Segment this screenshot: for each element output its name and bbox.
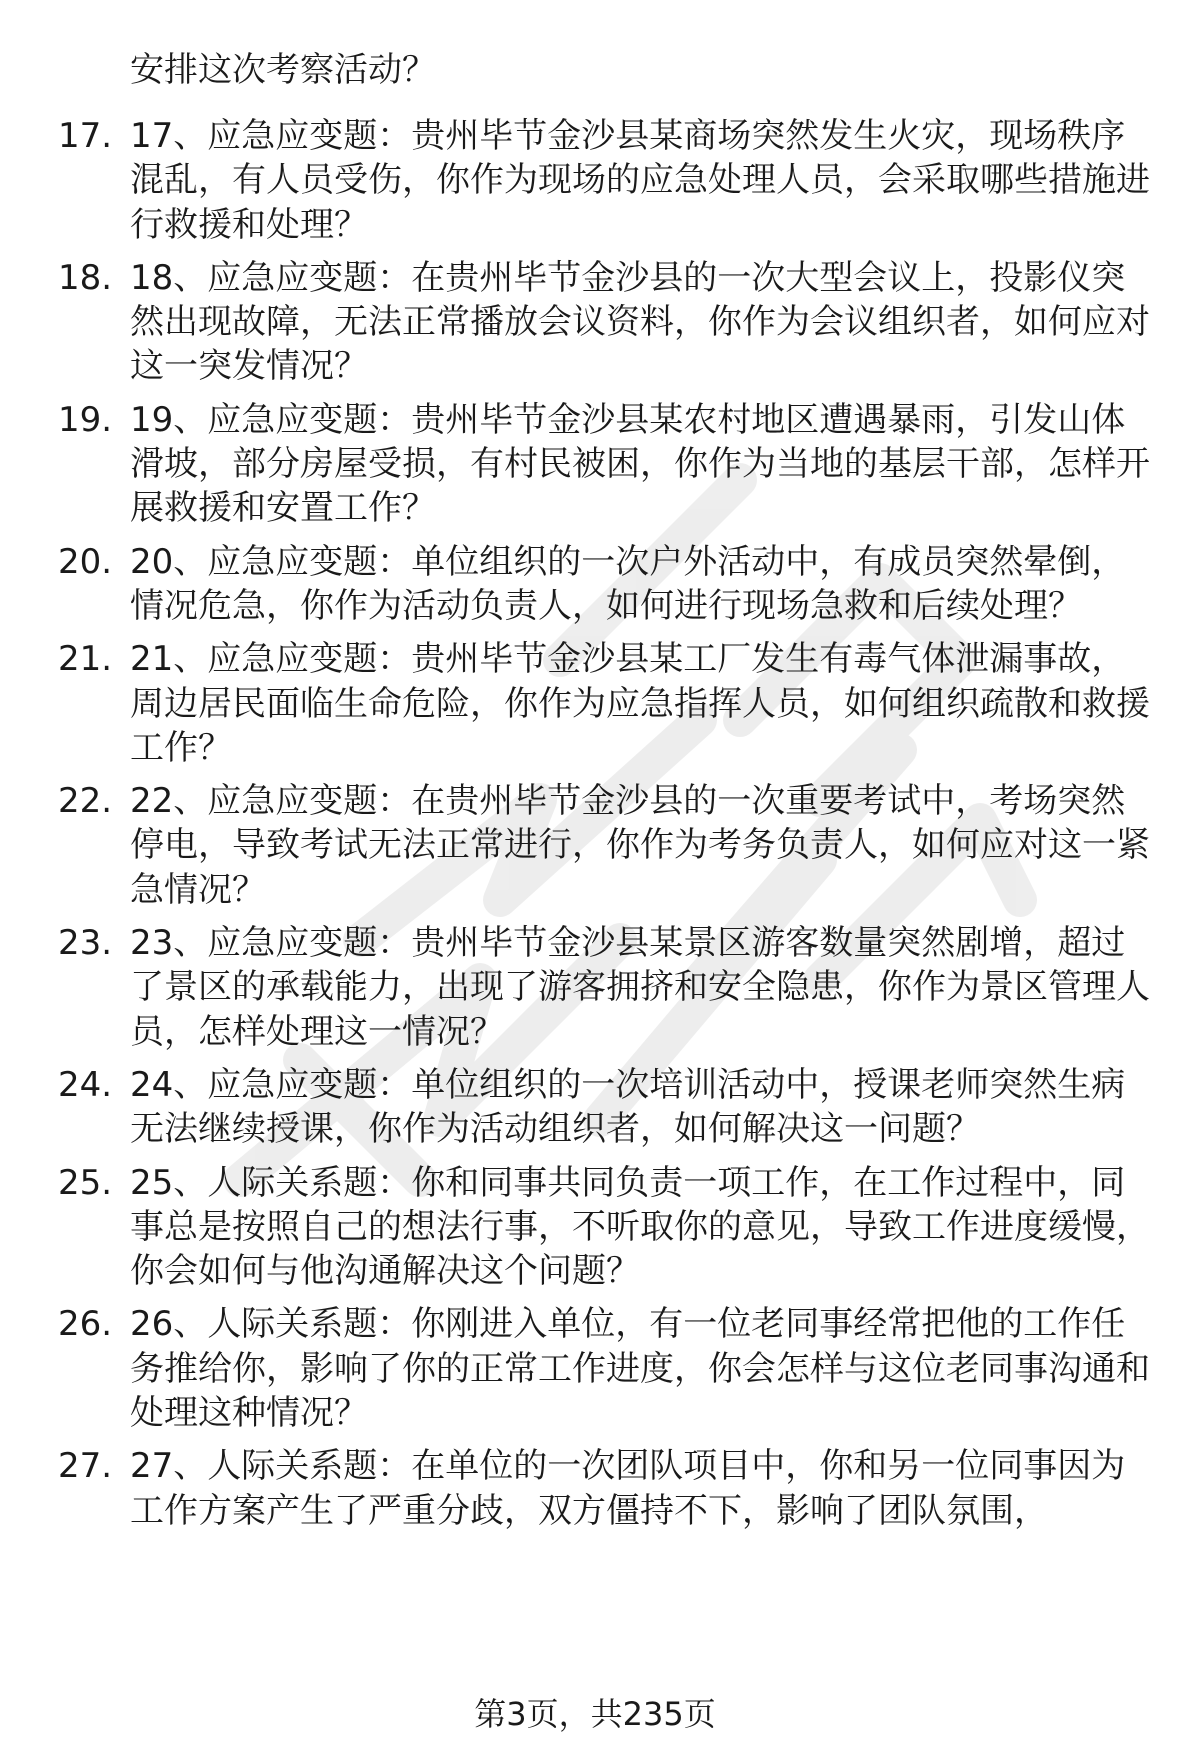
question-text: 18、应急应变题：在贵州毕节金沙县的一次大型会议上，投影仪突然出现故障，无法正常播放会议资料，你作为会议组织者，如何应对这一突发情况？ — [130, 257, 1150, 387]
question-number: 25. — [58, 1162, 113, 1203]
question-number: 19. — [58, 399, 113, 440]
list-item — [0, 256, 1190, 389]
question-number: 26. — [58, 1304, 113, 1345]
list-item — [0, 398, 1190, 531]
question-number: 23. — [58, 923, 113, 964]
list-item — [0, 1063, 1190, 1152]
question-number: 17. — [58, 116, 113, 156]
previous-question-continuation: 安排这次考察活动？ — [130, 50, 436, 90]
question-text: 24、应急应变题：单位组织的一次培训活动中，授课老师突然生病无法继续授课，你作为活动组织者，如何解决这一问题？ — [130, 1064, 1126, 1150]
list-item — [0, 1302, 1190, 1435]
list-item — [0, 1161, 1190, 1294]
question-text: 21、应急应变题：贵州毕节金沙县某工厂发生有毒气体泄漏事故，周边居民面临生命危险，你作为应急指挥人员，如何组织疏散和救援工作？ — [130, 639, 1150, 768]
list-item — [0, 637, 1190, 770]
question-text: 20、应急应变题：单位组织的一次户外活动中，有成员突然晕倒，情况危急，你作为活动负责人，如何进行现场急救和后续处理？ — [130, 541, 1126, 626]
list-item — [0, 114, 1190, 247]
question-number: 20. — [58, 541, 113, 582]
question-list — [0, 114, 1190, 1542]
list-item — [0, 540, 1190, 629]
question-text: 22、应急应变题：在贵州毕节金沙县的一次重要考试中，考场突然停电，导致考试无法正常进行，你作为考务负责人，如何应对这一紧急情况？ — [130, 781, 1150, 910]
question-number: 27. — [58, 1446, 113, 1487]
page-footer: 第3页，共235页 — [474, 1695, 716, 1733]
question-text: 17、应急应变题：贵州毕节金沙县某商场突然发生火灾，现场秩序混乱，有人员受伤，你作为现场的应急处理人员，会采取哪些措施进行救援和处理？ — [130, 116, 1150, 245]
question-number: 24. — [58, 1064, 113, 1105]
list-item — [0, 779, 1190, 912]
question-number: 21. — [58, 639, 113, 680]
question-text: 19、应急应变题：贵州毕节金沙县某农村地区遭遇暴雨，引发山体滑坡，部分房屋受损，有村民被困，你作为当地的基层干部，怎样开展救援和安置工作？ — [130, 399, 1150, 529]
question-text: 23、应急应变题：贵州毕节金沙县某景区游客数量突然剧增，超过了景区的承载能力，出现了游客拥挤和安全隐患，你作为景区管理人员，怎样处理这一情况？ — [130, 923, 1150, 1052]
question-number: 18. — [58, 257, 113, 298]
list-item — [0, 921, 1190, 1054]
list-item — [0, 1444, 1190, 1533]
question-number: 22. — [58, 781, 113, 822]
question-text: 26、人际关系题：你刚进入单位，有一位老同事经常把他的工作任务推给你，影响了你的正常工作进度，你会怎样与这位老同事沟通和处理这种情况？ — [130, 1304, 1150, 1434]
question-text: 27、人际关系题：在单位的一次团队项目中，你和另一位同事因为工作方案产生了严重分歧，双方僵持不下，影响了团队氛围， — [130, 1446, 1126, 1531]
question-text: 25、人际关系题：你和同事共同负责一项工作，在工作过程中，同事总是按照自己的想法行事，不听取你的意见，导致工作进度缓慢，你会如何与他沟通解决这个问题？ — [130, 1162, 1150, 1292]
